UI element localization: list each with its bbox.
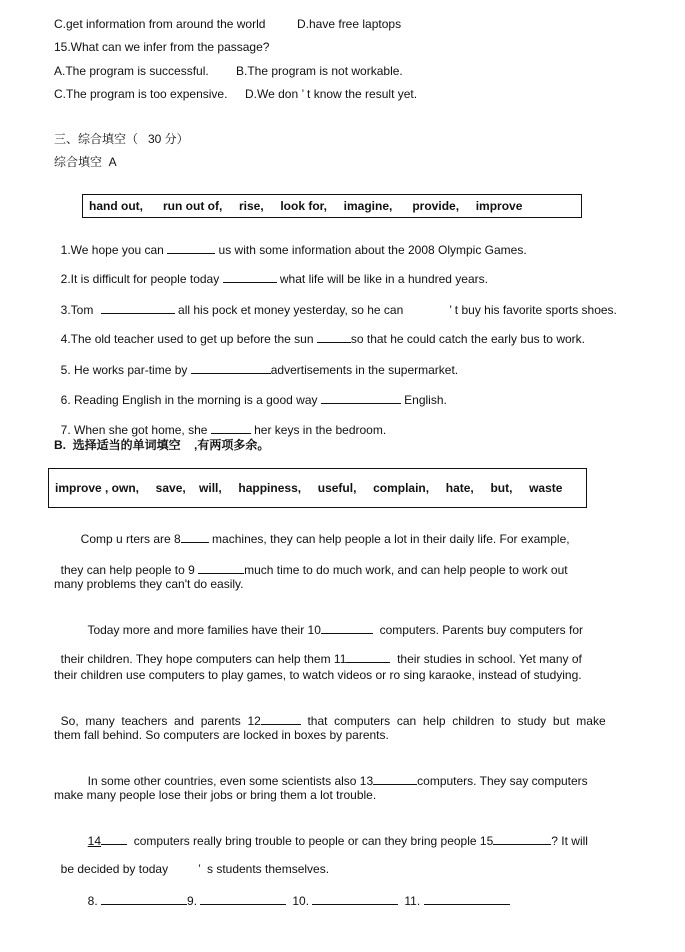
blank-13[interactable] bbox=[373, 773, 417, 785]
sentence-7 bbox=[54, 408, 386, 437]
p2-l1-post: computers. Parents buy computers for bbox=[372, 623, 583, 637]
blank-14-number: 14 bbox=[87, 834, 102, 848]
sentence-2-pre: 2.It is difficult for people today bbox=[60, 272, 223, 286]
p2-l2-post: their studies in school. Yet many of bbox=[390, 652, 582, 666]
passage-p2-line5: them fall behind. So computers are locked in boxes by parents. bbox=[54, 728, 389, 742]
sentence-6-post: English. bbox=[400, 393, 447, 407]
sentence-5-post: advertisements in the supermarket. bbox=[270, 363, 459, 377]
p4-l2-post: ’ s students themselves. bbox=[198, 862, 330, 876]
word-bank-a-text: hand out, run out of, rise, look for, imagine, provide, improve bbox=[89, 199, 523, 213]
blank-3[interactable] bbox=[101, 302, 175, 314]
answer-blank-8[interactable] bbox=[101, 893, 187, 905]
sentence-4-post: so that he could catch the early bus to work. bbox=[350, 332, 585, 346]
p3-l1-pre: In some other countries, even some scientists also 13 bbox=[87, 774, 374, 788]
q14-option-d: D.have free laptops bbox=[297, 17, 402, 31]
passage-p2-line3: their children use computers to play games, to watch videos or ro sing karaoke, instead of studying. bbox=[54, 668, 582, 682]
blank-1[interactable] bbox=[167, 242, 215, 254]
passage-p2-line4 bbox=[54, 699, 606, 728]
blank-10[interactable] bbox=[321, 622, 373, 634]
blank-8[interactable] bbox=[181, 531, 209, 543]
p2-l2-pre: their children. They hope computers can help them 11 bbox=[60, 652, 347, 666]
p3-l1-post: computers. They say computers bbox=[417, 774, 588, 788]
p4-l1-post: ? It will bbox=[551, 834, 588, 848]
blank-9[interactable] bbox=[198, 562, 244, 574]
blank-7[interactable] bbox=[211, 422, 251, 434]
answer-line bbox=[81, 879, 510, 908]
p2-l4-pre: So, many teachers and parents 12 bbox=[60, 714, 261, 728]
sentence-1-post: us with some information about the 2008 Olympic Games. bbox=[215, 243, 527, 257]
p1-l2-pre: they can help people to 9 bbox=[60, 563, 199, 577]
q15-option-b: B.The program is not workable. bbox=[236, 64, 403, 78]
word-bank-a bbox=[82, 194, 582, 218]
sentence-4-pre: 4.The old teacher used to get up before the sun bbox=[60, 332, 317, 346]
blank-12[interactable] bbox=[261, 713, 301, 725]
passage-p1-line2 bbox=[54, 548, 568, 577]
word-bank-b bbox=[48, 468, 587, 508]
p2-l1-pre: Today more and more families have their 10 bbox=[87, 623, 321, 637]
p1-l1-pre: Comp u rters are 8 bbox=[80, 532, 181, 546]
sentence-7-post: her keys in the bedroom. bbox=[250, 423, 387, 437]
part-a-heading: 综合填空 A bbox=[54, 155, 117, 169]
passage-p2-line2 bbox=[54, 637, 582, 666]
blank-11[interactable] bbox=[346, 651, 390, 663]
part-b-heading: B. 选择适当的单词填空 ,有两项多余。 bbox=[54, 438, 270, 452]
blank-2[interactable] bbox=[223, 271, 277, 283]
sentence-6-pre: 6. Reading English in the morning is a good way bbox=[60, 393, 321, 407]
q15-option-d: D.We don ’ t know the result yet. bbox=[245, 87, 418, 101]
passage-p4-line2 bbox=[54, 848, 329, 876]
sentence-3-post: ’ t buy his favorite sports shoes. bbox=[449, 303, 617, 317]
passage-p1-line3: many problems they can't do easily. bbox=[54, 577, 244, 591]
sentence-4 bbox=[54, 317, 585, 346]
answer-label-8: 8. bbox=[87, 894, 102, 908]
section-heading: 三、综合填空（ 30 分） bbox=[54, 132, 189, 146]
sentence-7-pre: 7. When she got home, she bbox=[60, 423, 211, 437]
sentence-2 bbox=[54, 257, 488, 286]
blank-14[interactable] bbox=[101, 833, 127, 845]
answer-label-10: 10. bbox=[292, 894, 313, 908]
blank-6[interactable] bbox=[321, 392, 401, 404]
q15-option-c: C.The program is too expensive. bbox=[54, 87, 228, 101]
sentence-5 bbox=[54, 348, 458, 377]
q14-option-c: C.get information from around the world bbox=[54, 17, 266, 31]
answer-label-9: 9. bbox=[187, 894, 201, 908]
passage-p3-line1 bbox=[81, 759, 588, 788]
p4-l2-pre: be decided by today bbox=[60, 862, 169, 876]
sentence-2-post: what life will be like in a hundred years. bbox=[276, 272, 488, 286]
passage-p4-line1 bbox=[81, 819, 588, 848]
answer-blank-9[interactable] bbox=[200, 893, 286, 905]
p2-l4-post: that computers can help children to study but make bbox=[300, 714, 606, 728]
sentence-5-pre: 5. He works par-time by bbox=[60, 363, 191, 377]
word-bank-b-text: improve , own, save, will, happiness, useful, complain, hate, but, waste bbox=[55, 481, 563, 495]
passage-p3-line2: make many people lose their jobs or bring them a lot trouble. bbox=[54, 788, 377, 802]
passage-p1-line1 bbox=[74, 517, 570, 546]
p1-l1-post: machines, they can help people a lot in their daily life. For example, bbox=[208, 532, 570, 546]
q15-option-a: A.The program is successful. bbox=[54, 64, 209, 78]
answer-blank-11[interactable] bbox=[424, 893, 510, 905]
q15-question: 15.What can we infer from the passage? bbox=[54, 40, 270, 54]
sentence-6 bbox=[54, 378, 447, 407]
answer-blank-10[interactable] bbox=[312, 893, 398, 905]
blank-15[interactable] bbox=[493, 833, 551, 845]
sentence-1 bbox=[54, 228, 527, 257]
p1-l2-post: much time to do much work, and can help people to work out bbox=[244, 563, 568, 577]
sentence-3-mid: all his pock et money yesterday, so he can bbox=[174, 303, 404, 317]
sentence-1-pre: 1.We hope you can bbox=[60, 243, 168, 257]
passage-p2-line1 bbox=[81, 608, 583, 637]
sentence-3-pre: 3.Tom bbox=[60, 303, 97, 317]
p4-l1-mid: computers really bring trouble to people or can they bring people 15 bbox=[127, 834, 494, 848]
answer-label-11: 11. bbox=[404, 894, 424, 908]
blank-4[interactable] bbox=[317, 331, 351, 343]
sentence-3 bbox=[54, 288, 617, 317]
blank-5[interactable] bbox=[191, 362, 271, 374]
